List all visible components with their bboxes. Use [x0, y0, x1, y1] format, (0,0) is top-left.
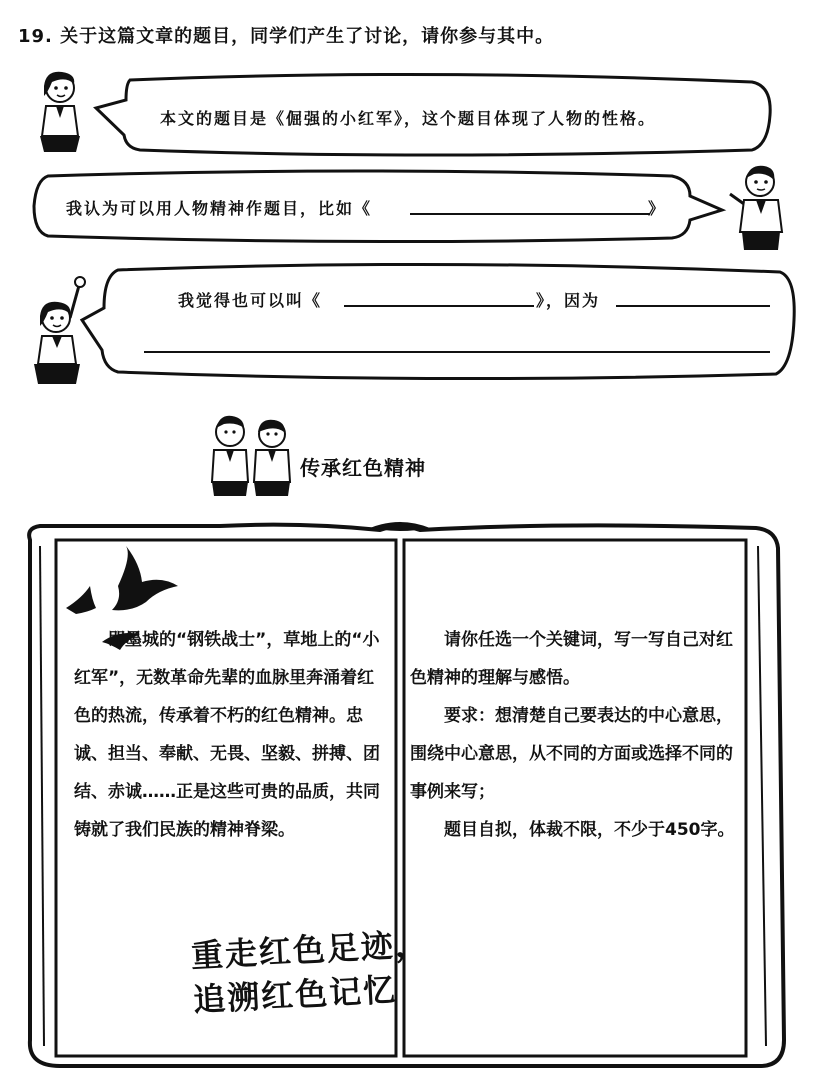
bubble-2-prefix: 我认为可以用人物精神作题目，比如《 [66, 199, 373, 218]
bubble-2-suffix: 》 [648, 199, 667, 218]
left-page-content [74, 621, 384, 849]
slogan [190, 922, 432, 1022]
left-paragraph: 即墨城的“钢铁战士”，草地上的“小红军”，无数革命先辈的血脉里奔涌着红色的热流，传承着不朽的红色精神。忠诚、担当、奉献、无畏、坚毅、拼搏、团结、赤诚……正是这些可贵的品质，共同铸就了我们民族的精神脊梁。 [74, 630, 380, 840]
right-page-content [410, 621, 740, 849]
slogan-line-1: 重走红色足迹， [190, 924, 430, 976]
bubble-3-middle: 》，因为 [536, 291, 601, 310]
section-title: 传承红色精神 [300, 456, 426, 480]
bubble-3-prefix: 我觉得也可以叫《 [178, 291, 323, 310]
right-paragraph-2: 要求：想清楚自己要表达的中心意思，围绕中心意思，从不同的方面或选择不同的事例来写； [410, 706, 733, 802]
bubble-1-text: 本文的题目是《倔强的小红军》，这个题目体现了人物的性格。 [160, 109, 657, 128]
right-paragraph-3: 题目自拟，体裁不限，不少于450字。 [444, 820, 735, 840]
question-title: 19. 关于这篇文章的题目，同学们产生了讨论，请你参与其中。 [18, 26, 555, 47]
slogan-line-2: 追溯红色记忆 [192, 970, 399, 1020]
right-paragraph-1: 请你任选一个关键词，写一写自己对红色精神的理解与感悟。 [410, 630, 733, 688]
